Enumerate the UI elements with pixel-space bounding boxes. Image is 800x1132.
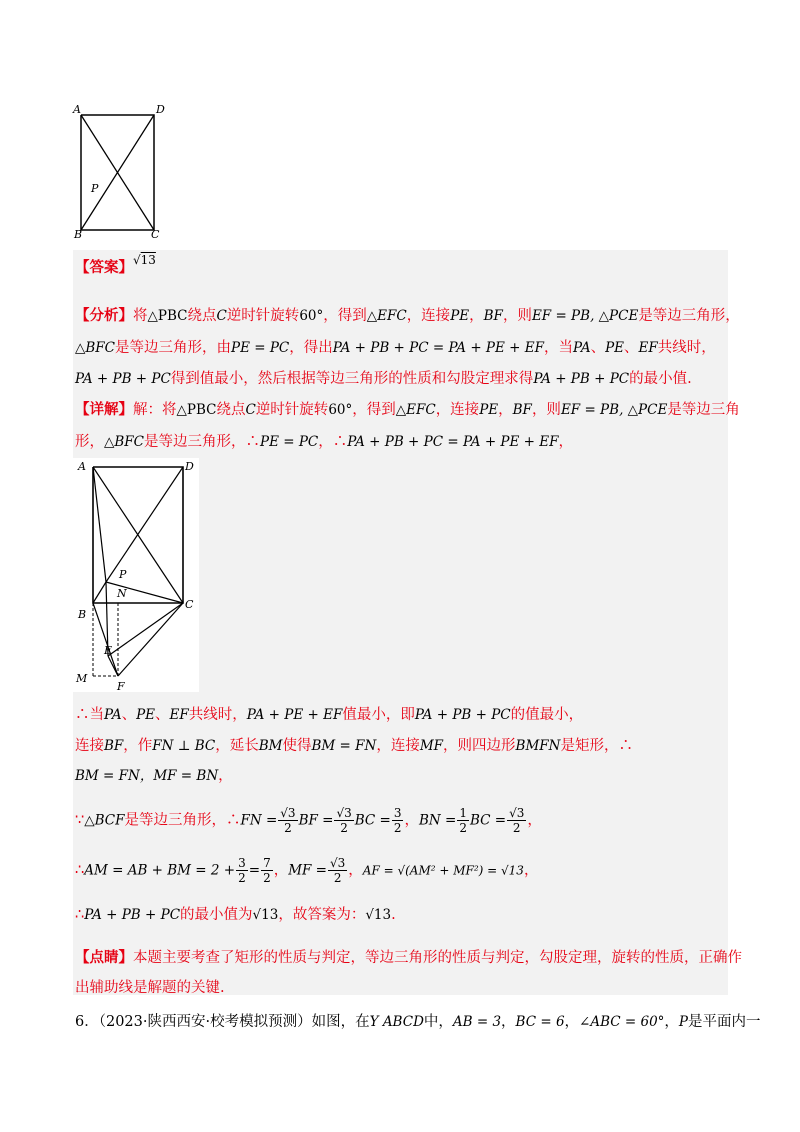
answer-value: √13 (133, 253, 156, 267)
label-a: A (73, 103, 81, 116)
analysis-line-3: PA + PB + PC得到值最小，然后根据等边三角形的性质和勾股定理求得PA + PB + PC的最小值. (75, 371, 692, 387)
label-d: D (185, 460, 194, 473)
label-c: C (185, 598, 194, 611)
analysis-line-1: 【分析】将△PBC绕点C逆时针旋转60°，得到△EFC，连接PE，BF，则EF = PB, △PCE是等边三角形， (75, 307, 740, 324)
analysis-line-2: △BFC是等边三角形，由PE = PC，得出PA + PB + PC = PA + PE + EF，当PA、PE、EF共线时， (75, 340, 716, 356)
figure-rectangle-abcd (70, 100, 170, 240)
after-line-6: ∴PA + PB + PC的最小值为√13，故答案为：√13. (75, 907, 396, 923)
after-line-5: ∴AM = AB + BM = 2 + $\frac{3}{2}$ = $\frac{7}{2}$ ，MF = $\frac{√3}{2}$ ，AF = √(AM² + MF²) = √13， (75, 856, 539, 885)
comment-line-2: 出辅助线是解题的关键. (75, 980, 225, 996)
detail-line-2: 形，△BFC是等边三角形，∴PE = PC，∴PA + PB + PC = PA + PE + EF， (75, 434, 573, 450)
label-b: B (74, 228, 83, 240)
label-e: E (104, 644, 113, 657)
answer-tag: 【答案】 (75, 259, 133, 276)
figure-construction (73, 458, 199, 692)
label-b: B (78, 608, 87, 621)
label-p: P (119, 568, 127, 581)
comment-line-1: 【点睛】本题主要考查了矩形的性质与判定，等边三角形的性质与判定，勾股定理，旋转的性质，正确作 (75, 949, 742, 966)
label-d: D (156, 103, 165, 116)
problem-6-line: 6．（2023·陕西西安·校考模拟预测）如图，在Y ABCD中，AB = 3，BC = 6，∠ABC = 60°，P是平面内一 (75, 1014, 761, 1030)
label-m: M (76, 672, 88, 685)
label-c: C (151, 228, 160, 240)
label-n: N (117, 587, 127, 600)
label-a: A (78, 460, 86, 473)
detail-line-1: 【详解】解：将△PBC绕点C逆时针旋转60°，得到△EFC，连接PE，BF，则EF = PB, △PCE是等边三角 (75, 401, 740, 418)
after-line-2: 连接BF，作FN ⊥ BC，延长BM使得BM = FN，连接MF，则四边形BMFN是矩形，∴ (75, 738, 633, 754)
after-line-4: ∵△BCF是等边三角形，∴FN = $\frac{√3}{2}$ BF = $\frac{√3}{2}$ BC = $\frac{3}{2}$ ，BN = $\frac{1}{2}$ BC = $\frac{√3}{2}$ ， (75, 806, 542, 835)
label-f: F (117, 680, 125, 692)
after-line-1: ∴当PA、PE、EF共线时，PA + PE + EF值最小，即PA + PB + PC的值最小， (75, 707, 584, 723)
label-p: P (91, 182, 99, 195)
after-line-3: BM = FN，MF = BN， (75, 768, 233, 784)
answer-line (75, 253, 728, 278)
